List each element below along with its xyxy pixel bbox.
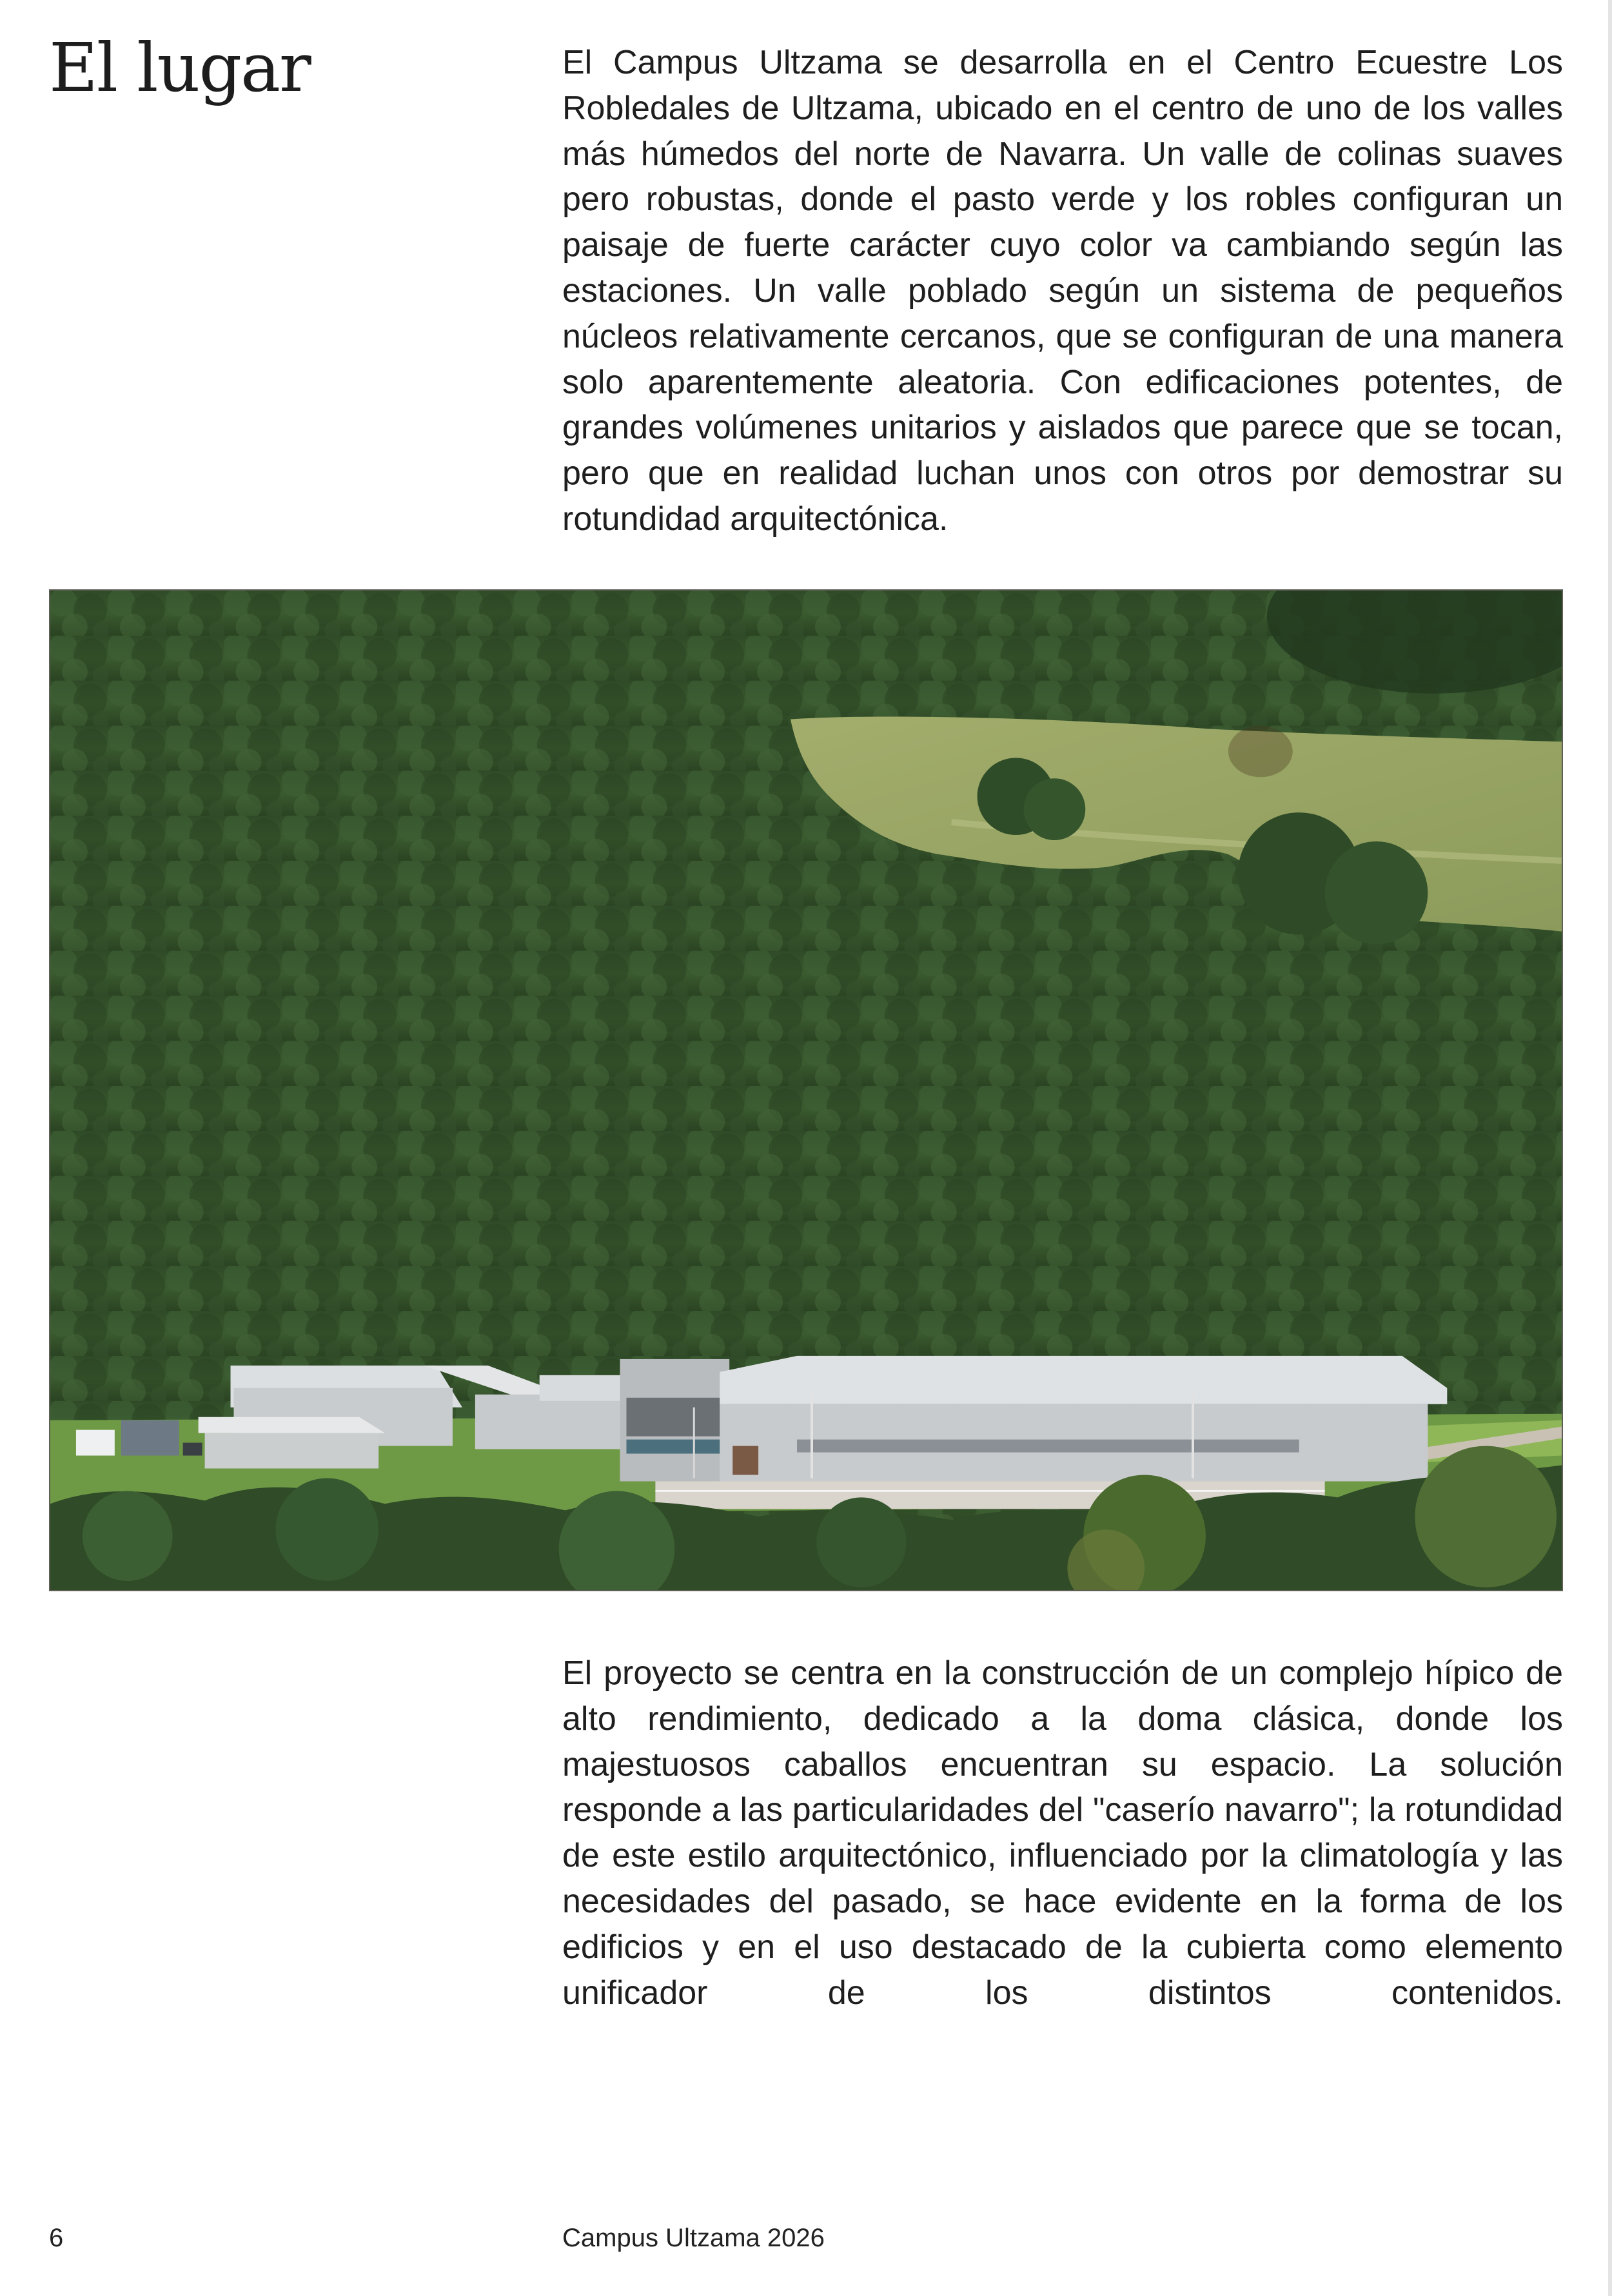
- landscape-photo: [49, 589, 1563, 1591]
- equestrian-building: [76, 1356, 1447, 1481]
- footer-publication: Campus Ultzama 2026: [562, 2224, 825, 2252]
- page-title: El lugar: [49, 28, 310, 107]
- project-paragraph: El proyecto se centra en la construcción de un complejo hípico de alto rendimiento, dedicado a la doma clásica, donde los majestuosos caballos encuentran su espacio. La solución responde a las particularidades del "caserío navarro"; la rotundidad de este estilo arquitectónico, influenciado por la climatología y las necesidades del pasado, se hace evidente en la forma de los edificios y en el uso destacado de la cubierta como elemento unificador de los distintos contenidos.: [562, 1654, 1563, 2012]
- page-edge-rule: [1608, 0, 1612, 2296]
- intro-paragraph: El Campus Ultzama se desarrolla en el Centro Ecuestre Los Robledales de Ultzama, ubicado en el centro de uno de los valles más húmedos del norte de Navarra. Un valle de colinas suaves pero robustas, donde el pasto verde y los robles configuran un paisaje de fuerte carácter cuyo color va cambiando según las estaciones. Un valle poblado según un sistema de pequeños núcleos relativamente cercanos, que se configuran de una manera solo aparentemente aleatoria. Con edificaciones potentes, de grandes volúmenes unitarios y aislados que parece que se tocan, pero que en realidad luchan unos con otros por demostrar su rotundidad arquitectónica.: [562, 44, 1563, 538]
- page-number: 6: [49, 2224, 64, 2252]
